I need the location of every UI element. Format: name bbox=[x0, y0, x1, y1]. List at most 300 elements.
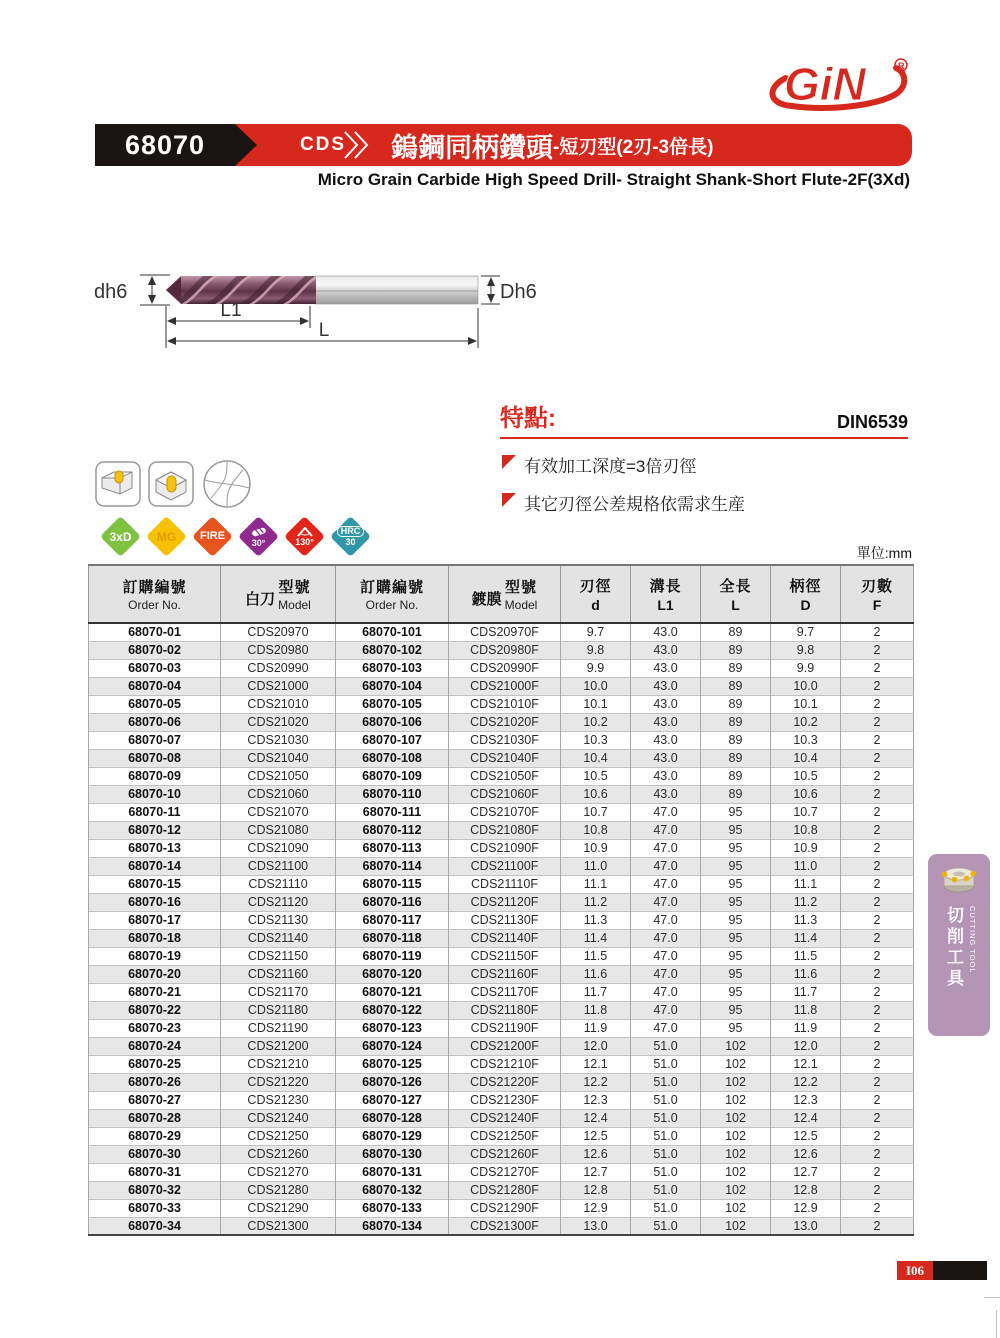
oal-l-cell: 89 bbox=[701, 677, 771, 695]
flutes-f-cell: 2 bbox=[841, 821, 914, 839]
product-title bbox=[391, 124, 713, 166]
order-no-cell: 68070-18 bbox=[89, 929, 221, 947]
shank-d-cell: 10.0 bbox=[771, 677, 841, 695]
shank-d-cell: 10.2 bbox=[771, 713, 841, 731]
shank-d-cell: 9.9 bbox=[771, 659, 841, 677]
order-no-coated-cell: 68070-108 bbox=[336, 749, 449, 767]
model-plain-cell: CDS21070 bbox=[221, 803, 336, 821]
col-header-coated-model: 鍍膜 型號 Model bbox=[449, 565, 561, 623]
dia-d-cell: 12.3 bbox=[561, 1091, 631, 1109]
flutes-f-cell: 2 bbox=[841, 911, 914, 929]
shank-d-cell: 11.3 bbox=[771, 911, 841, 929]
model-plain-cell: CDS21150 bbox=[221, 947, 336, 965]
oal-l-cell: 102 bbox=[701, 1181, 771, 1199]
flutes-f-cell: 2 bbox=[841, 623, 914, 641]
model-coated-cell: CDS21160F bbox=[449, 965, 561, 983]
model-plain-cell: CDS21010 bbox=[221, 695, 336, 713]
order-no-cell: 68070-15 bbox=[89, 875, 221, 893]
model-plain-cell: CDS21260 bbox=[221, 1145, 336, 1163]
model-coated-cell: CDS21150F bbox=[449, 947, 561, 965]
dia-d-cell: 13.0 bbox=[561, 1217, 631, 1235]
order-no-cell: 68070-08 bbox=[89, 749, 221, 767]
flute-l1-cell: 47.0 bbox=[631, 839, 701, 857]
dia-d-cell: 10.2 bbox=[561, 713, 631, 731]
order-no-cell: 68070-10 bbox=[89, 785, 221, 803]
dim-label-dh6: dh6 bbox=[94, 281, 128, 303]
model-plain-cell: CDS21210 bbox=[221, 1055, 336, 1073]
shank-d-cell: 11.9 bbox=[771, 1019, 841, 1037]
shank-d-cell: 12.7 bbox=[771, 1163, 841, 1181]
flutes-f-cell: 2 bbox=[841, 1217, 914, 1235]
oal-l-cell: 95 bbox=[701, 911, 771, 929]
order-no-cell: 68070-09 bbox=[89, 767, 221, 785]
chevron-separator-icon bbox=[339, 130, 373, 160]
table-row bbox=[89, 839, 914, 857]
model-plain-cell: CDS21060 bbox=[221, 785, 336, 803]
flutes-f-cell: 2 bbox=[841, 947, 914, 965]
flutes-f-cell: 2 bbox=[841, 929, 914, 947]
order-no-coated-cell: 68070-102 bbox=[336, 641, 449, 659]
model-coated-cell: CDS21210F bbox=[449, 1055, 561, 1073]
flute-l1-cell: 51.0 bbox=[631, 1217, 701, 1235]
spec-table bbox=[88, 564, 914, 1236]
oal-l-cell: 102 bbox=[701, 1109, 771, 1127]
table-row bbox=[89, 677, 914, 695]
oal-l-cell: 89 bbox=[701, 641, 771, 659]
shank-d-cell: 11.6 bbox=[771, 965, 841, 983]
feature-item bbox=[500, 490, 908, 515]
flutes-f-cell: 2 bbox=[841, 875, 914, 893]
table-row bbox=[89, 623, 914, 641]
order-no-coated-cell: 68070-103 bbox=[336, 659, 449, 677]
flute-l1-cell: 51.0 bbox=[631, 1181, 701, 1199]
dia-d-cell: 11.0 bbox=[561, 857, 631, 875]
shank-d-cell: 12.3 bbox=[771, 1091, 841, 1109]
dia-d-cell: 10.3 bbox=[561, 731, 631, 749]
model-plain-cell: CDS21250 bbox=[221, 1127, 336, 1145]
oal-l-cell: 102 bbox=[701, 1037, 771, 1055]
flute-l1-cell: 47.0 bbox=[631, 929, 701, 947]
table-row bbox=[89, 803, 914, 821]
model-plain-cell: CDS20980 bbox=[221, 641, 336, 659]
flute-l1-cell: 47.0 bbox=[631, 983, 701, 1001]
dia-d-cell: 12.6 bbox=[561, 1145, 631, 1163]
model-plain-cell: CDS21130 bbox=[221, 911, 336, 929]
order-no-coated-cell: 68070-120 bbox=[336, 965, 449, 983]
product-subtitle-en: Micro Grain Carbide High Speed Drill- Straight Shank-Short Flute-2F(3Xd) bbox=[317, 170, 910, 189]
dia-d-cell: 12.8 bbox=[561, 1181, 631, 1199]
shank-d-cell: 11.7 bbox=[771, 983, 841, 1001]
order-no-coated-cell: 68070-131 bbox=[336, 1163, 449, 1181]
flutes-f-cell: 2 bbox=[841, 1091, 914, 1109]
oal-l-cell: 102 bbox=[701, 1055, 771, 1073]
order-no-coated-cell: 68070-134 bbox=[336, 1217, 449, 1235]
flutes-f-cell: 2 bbox=[841, 839, 914, 857]
model-coated-cell: CDS21100F bbox=[449, 857, 561, 875]
table-row bbox=[89, 1073, 914, 1091]
table-row bbox=[89, 713, 914, 731]
model-plain-cell: CDS21190 bbox=[221, 1019, 336, 1037]
dia-d-cell: 9.7 bbox=[561, 623, 631, 641]
order-no-cell: 68070-27 bbox=[89, 1091, 221, 1109]
flute-l1-cell: 43.0 bbox=[631, 623, 701, 641]
order-no-coated-cell: 68070-112 bbox=[336, 821, 449, 839]
oal-l-cell: 102 bbox=[701, 1127, 771, 1145]
flute-l1-cell: 43.0 bbox=[631, 731, 701, 749]
table-row bbox=[89, 695, 914, 713]
badge-label: FIRE bbox=[199, 530, 226, 542]
flutes-f-cell: 2 bbox=[841, 1109, 914, 1127]
table-row bbox=[89, 1001, 914, 1019]
table-row bbox=[89, 1019, 914, 1037]
application-pictograms bbox=[95, 458, 253, 510]
order-no-coated-cell: 68070-106 bbox=[336, 713, 449, 731]
model-plain-cell: CDS21220 bbox=[221, 1073, 336, 1091]
page-number: I06 bbox=[897, 1261, 933, 1280]
flute-l1-cell: 47.0 bbox=[631, 821, 701, 839]
model-coated-cell: CDS21010F bbox=[449, 695, 561, 713]
order-no-coated-cell: 68070-114 bbox=[336, 857, 449, 875]
dia-d-cell: 10.7 bbox=[561, 803, 631, 821]
order-no-cell: 68070-05 bbox=[89, 695, 221, 713]
badge-helix-30 bbox=[239, 517, 278, 556]
order-no-coated-cell: 68070-121 bbox=[336, 983, 449, 1001]
col-header-overall-length: 全長 L bbox=[701, 565, 771, 623]
flutes-f-cell: 2 bbox=[841, 857, 914, 875]
order-no-coated-cell: 68070-105 bbox=[336, 695, 449, 713]
tab-label-zh: 切削工具 bbox=[944, 906, 963, 990]
table-row bbox=[89, 1163, 914, 1181]
flutes-f-cell: 2 bbox=[841, 767, 914, 785]
model-coated-cell: CDS21240F bbox=[449, 1109, 561, 1127]
order-no-cell: 68070-29 bbox=[89, 1127, 221, 1145]
oal-l-cell: 89 bbox=[701, 731, 771, 749]
model-plain-cell: CDS20990 bbox=[221, 659, 336, 677]
model-plain-cell: CDS21230 bbox=[221, 1091, 336, 1109]
table-header-row bbox=[89, 565, 914, 623]
order-no-cell: 68070-06 bbox=[89, 713, 221, 731]
din-standard: DIN6539 bbox=[836, 412, 908, 432]
dia-d-cell: 11.8 bbox=[561, 1001, 631, 1019]
shank-d-cell: 10.1 bbox=[771, 695, 841, 713]
table-row bbox=[89, 749, 914, 767]
dia-d-cell: 9.9 bbox=[561, 659, 631, 677]
order-no-coated-cell: 68070-133 bbox=[336, 1199, 449, 1217]
oal-l-cell: 95 bbox=[701, 1019, 771, 1037]
flute-l1-cell: 51.0 bbox=[631, 1199, 701, 1217]
drill-point-view-icon bbox=[201, 458, 253, 510]
flutes-f-cell: 2 bbox=[841, 641, 914, 659]
flutes-f-cell: 2 bbox=[841, 803, 914, 821]
drill-dimension-diagram bbox=[88, 248, 548, 360]
col-header-plain-model: 白刀 型號 Model bbox=[221, 565, 336, 623]
flute-l1-cell: 47.0 bbox=[631, 947, 701, 965]
table-row bbox=[89, 821, 914, 839]
model-plain-cell: CDS21110 bbox=[221, 875, 336, 893]
drilling-step-block-icon bbox=[95, 458, 141, 510]
flute-l1-cell: 47.0 bbox=[631, 857, 701, 875]
badge-label: HRC 30 bbox=[331, 517, 370, 556]
badge-label: 3xD bbox=[109, 529, 132, 544]
model-coated-cell: CDS21180F bbox=[449, 1001, 561, 1019]
shank-d-cell: 10.6 bbox=[771, 785, 841, 803]
flutes-f-cell: 2 bbox=[841, 1073, 914, 1091]
order-no-cell: 68070-24 bbox=[89, 1037, 221, 1055]
badge-3xd bbox=[101, 517, 140, 556]
flute-l1-cell: 51.0 bbox=[631, 1163, 701, 1181]
flute-l1-cell: 51.0 bbox=[631, 1037, 701, 1055]
shank-d-cell: 13.0 bbox=[771, 1217, 841, 1235]
order-no-cell: 68070-21 bbox=[89, 983, 221, 1001]
dia-d-cell: 12.2 bbox=[561, 1073, 631, 1091]
order-no-coated-cell: 68070-116 bbox=[336, 893, 449, 911]
order-no-coated-cell: 68070-115 bbox=[336, 875, 449, 893]
flute-l1-cell: 47.0 bbox=[631, 911, 701, 929]
shank-d-cell: 12.6 bbox=[771, 1145, 841, 1163]
oal-l-cell: 89 bbox=[701, 767, 771, 785]
series-code: 68070 bbox=[124, 129, 206, 160]
flutes-f-cell: 2 bbox=[841, 785, 914, 803]
model-plain-cell: CDS21090 bbox=[221, 839, 336, 857]
shank-d-cell: 12.0 bbox=[771, 1037, 841, 1055]
shank-d-cell: 11.8 bbox=[771, 1001, 841, 1019]
model-coated-cell: CDS21300F bbox=[449, 1217, 561, 1235]
model-coated-cell: CDS21090F bbox=[449, 839, 561, 857]
oal-l-cell: 89 bbox=[701, 749, 771, 767]
flute-l1-cell: 43.0 bbox=[631, 677, 701, 695]
flute-l1-cell: 43.0 bbox=[631, 749, 701, 767]
table-row bbox=[89, 659, 914, 677]
order-no-coated-cell: 68070-119 bbox=[336, 947, 449, 965]
feature-text: 有效加工深度=3倍刃徑 bbox=[524, 457, 697, 476]
order-no-coated-cell: 68070-123 bbox=[336, 1019, 449, 1037]
order-no-coated-cell: 68070-111 bbox=[336, 803, 449, 821]
model-coated-cell: CDS21200F bbox=[449, 1037, 561, 1055]
product-title-suffix: -短刃型(2刃-3倍長) bbox=[553, 136, 714, 158]
table-row bbox=[89, 875, 914, 893]
model-plain-cell: CDS21240 bbox=[221, 1109, 336, 1127]
dia-d-cell: 11.9 bbox=[561, 1019, 631, 1037]
oal-l-cell: 102 bbox=[701, 1163, 771, 1181]
badge-label: MG bbox=[156, 529, 177, 544]
col-header-shank-diameter: 柄徑 D bbox=[771, 565, 841, 623]
oal-l-cell: 95 bbox=[701, 857, 771, 875]
order-no-coated-cell: 68070-104 bbox=[336, 677, 449, 695]
features-section bbox=[500, 398, 908, 515]
order-no-cell: 68070-16 bbox=[89, 893, 221, 911]
flute-l1-cell: 43.0 bbox=[631, 785, 701, 803]
svg-text:R: R bbox=[898, 61, 905, 71]
order-no-coated-cell: 68070-130 bbox=[336, 1145, 449, 1163]
order-no-coated-cell: 68070-124 bbox=[336, 1037, 449, 1055]
model-plain-cell: CDS21080 bbox=[221, 821, 336, 839]
flutes-f-cell: 2 bbox=[841, 749, 914, 767]
oal-l-cell: 95 bbox=[701, 875, 771, 893]
model-coated-cell: CDS20970F bbox=[449, 623, 561, 641]
order-no-coated-cell: 68070-117 bbox=[336, 911, 449, 929]
gin-logo bbox=[758, 48, 918, 118]
order-no-cell: 68070-31 bbox=[89, 1163, 221, 1181]
feature-item bbox=[500, 452, 908, 477]
model-coated-cell: CDS21080F bbox=[449, 821, 561, 839]
model-plain-cell: CDS21040 bbox=[221, 749, 336, 767]
flute-l1-cell: 51.0 bbox=[631, 1091, 701, 1109]
model-coated-cell: CDS21050F bbox=[449, 767, 561, 785]
model-coated-cell: CDS21220F bbox=[449, 1073, 561, 1091]
page-badge-black-bar bbox=[933, 1261, 987, 1280]
oal-l-cell: 89 bbox=[701, 623, 771, 641]
flute-l1-cell: 43.0 bbox=[631, 695, 701, 713]
table-row bbox=[89, 1199, 914, 1217]
shank-d-cell: 11.0 bbox=[771, 857, 841, 875]
order-no-cell: 68070-22 bbox=[89, 1001, 221, 1019]
dia-d-cell: 11.4 bbox=[561, 929, 631, 947]
model-plain-cell: CDS21020 bbox=[221, 713, 336, 731]
col-header-flute-count: 刃數 F bbox=[841, 565, 914, 623]
dia-d-cell: 10.9 bbox=[561, 839, 631, 857]
oal-l-cell: 95 bbox=[701, 1001, 771, 1019]
model-coated-cell: CDS21260F bbox=[449, 1145, 561, 1163]
model-coated-cell: CDS21060F bbox=[449, 785, 561, 803]
model-plain-cell: CDS21180 bbox=[221, 1001, 336, 1019]
order-no-cell: 68070-26 bbox=[89, 1073, 221, 1091]
model-coated-cell: CDS21020F bbox=[449, 713, 561, 731]
shank-d-cell: 12.4 bbox=[771, 1109, 841, 1127]
dia-d-cell: 10.8 bbox=[561, 821, 631, 839]
table-row bbox=[89, 857, 914, 875]
oal-l-cell: 95 bbox=[701, 965, 771, 983]
dia-d-cell: 11.7 bbox=[561, 983, 631, 1001]
oal-l-cell: 89 bbox=[701, 713, 771, 731]
oal-l-cell: 95 bbox=[701, 803, 771, 821]
flute-l1-cell: 47.0 bbox=[631, 1001, 701, 1019]
table-row bbox=[89, 1181, 914, 1199]
order-no-coated-cell: 68070-125 bbox=[336, 1055, 449, 1073]
model-plain-cell: CDS21300 bbox=[221, 1217, 336, 1235]
flutes-f-cell: 2 bbox=[841, 695, 914, 713]
crop-mark bbox=[984, 1297, 1000, 1298]
oal-l-cell: 89 bbox=[701, 695, 771, 713]
shank-d-cell: 11.4 bbox=[771, 929, 841, 947]
order-no-cell: 68070-01 bbox=[89, 623, 221, 641]
page-number-badge bbox=[897, 1261, 987, 1280]
flutes-f-cell: 2 bbox=[841, 713, 914, 731]
order-no-cell: 68070-17 bbox=[89, 911, 221, 929]
table-row bbox=[89, 929, 914, 947]
order-no-coated-cell: 68070-113 bbox=[336, 839, 449, 857]
dim-label-Dh6: Dh6 bbox=[500, 281, 537, 303]
category-side-tab bbox=[928, 854, 990, 1036]
dia-d-cell: 12.5 bbox=[561, 1127, 631, 1145]
model-plain-cell: CDS21120 bbox=[221, 893, 336, 911]
flute-l1-cell: 47.0 bbox=[631, 875, 701, 893]
shank-d-cell: 9.7 bbox=[771, 623, 841, 641]
shank-d-cell: 12.1 bbox=[771, 1055, 841, 1073]
oal-l-cell: 95 bbox=[701, 983, 771, 1001]
flute-l1-cell: 47.0 bbox=[631, 965, 701, 983]
shank-d-cell: 10.5 bbox=[771, 767, 841, 785]
dia-d-cell: 10.6 bbox=[561, 785, 631, 803]
order-no-cell: 68070-04 bbox=[89, 677, 221, 695]
flute-l1-cell: 43.0 bbox=[631, 659, 701, 677]
oal-l-cell: 102 bbox=[701, 1217, 771, 1235]
shank-d-cell: 12.5 bbox=[771, 1127, 841, 1145]
flute-l1-cell: 47.0 bbox=[631, 893, 701, 911]
table-body bbox=[89, 623, 914, 1235]
model-coated-cell: CDS21110F bbox=[449, 875, 561, 893]
model-coated-cell: CDS20980F bbox=[449, 641, 561, 659]
spec-badges bbox=[101, 517, 370, 556]
flute-l1-cell: 43.0 bbox=[631, 713, 701, 731]
dia-d-cell: 10.1 bbox=[561, 695, 631, 713]
model-coated-cell: CDS21130F bbox=[449, 911, 561, 929]
order-no-cell: 68070-30 bbox=[89, 1145, 221, 1163]
model-plain-cell: CDS21290 bbox=[221, 1199, 336, 1217]
shank-d-cell: 10.8 bbox=[771, 821, 841, 839]
model-coated-cell: CDS21030F bbox=[449, 731, 561, 749]
order-no-cell: 68070-11 bbox=[89, 803, 221, 821]
table-row bbox=[89, 1055, 914, 1073]
dim-label-L1: L1 bbox=[220, 300, 242, 321]
order-no-cell: 68070-34 bbox=[89, 1217, 221, 1235]
flutes-f-cell: 2 bbox=[841, 1163, 914, 1181]
order-no-cell: 68070-12 bbox=[89, 821, 221, 839]
order-no-cell: 68070-33 bbox=[89, 1199, 221, 1217]
crop-mark bbox=[996, 1310, 997, 1338]
drilling-slot-block-icon bbox=[148, 458, 194, 510]
badge-hrc-30 bbox=[331, 517, 370, 556]
flute-l1-cell: 47.0 bbox=[631, 803, 701, 821]
order-no-coated-cell: 68070-107 bbox=[336, 731, 449, 749]
dia-d-cell: 11.1 bbox=[561, 875, 631, 893]
flutes-f-cell: 2 bbox=[841, 965, 914, 983]
flutes-f-cell: 2 bbox=[841, 983, 914, 1001]
model-coated-cell: CDS21170F bbox=[449, 983, 561, 1001]
model-coated-cell: CDS21290F bbox=[449, 1199, 561, 1217]
table-row bbox=[89, 965, 914, 983]
badge-label: 30° bbox=[239, 517, 278, 556]
model-coated-cell: CDS21280F bbox=[449, 1181, 561, 1199]
oal-l-cell: 95 bbox=[701, 839, 771, 857]
model-coated-cell: CDS21190F bbox=[449, 1019, 561, 1037]
model-coated-cell: CDS21120F bbox=[449, 893, 561, 911]
oal-l-cell: 95 bbox=[701, 929, 771, 947]
flutes-f-cell: 2 bbox=[841, 731, 914, 749]
badge-mg bbox=[147, 517, 186, 556]
oal-l-cell: 95 bbox=[701, 893, 771, 911]
shank-d-cell: 12.9 bbox=[771, 1199, 841, 1217]
col-header-order-no: 訂購編號 Order No. bbox=[89, 565, 221, 623]
flute-l1-cell: 43.0 bbox=[631, 767, 701, 785]
model-plain-cell: CDS21140 bbox=[221, 929, 336, 947]
dia-d-cell: 11.3 bbox=[561, 911, 631, 929]
flute-l1-cell: 47.0 bbox=[631, 1019, 701, 1037]
order-no-coated-cell: 68070-126 bbox=[336, 1073, 449, 1091]
order-no-cell: 68070-07 bbox=[89, 731, 221, 749]
milling-cutter-icon bbox=[938, 862, 980, 900]
table-row bbox=[89, 731, 914, 749]
flutes-f-cell: 2 bbox=[841, 1037, 914, 1055]
dim-label-L: L bbox=[318, 320, 330, 341]
table-row bbox=[89, 1127, 914, 1145]
col-header-order-no-coated: 訂購編號 Order No. bbox=[336, 565, 449, 623]
order-no-cell: 68070-02 bbox=[89, 641, 221, 659]
dia-d-cell: 11.2 bbox=[561, 893, 631, 911]
flute-l1-cell: 51.0 bbox=[631, 1145, 701, 1163]
dia-d-cell: 9.8 bbox=[561, 641, 631, 659]
flutes-f-cell: 2 bbox=[841, 677, 914, 695]
order-no-cell: 68070-13 bbox=[89, 839, 221, 857]
